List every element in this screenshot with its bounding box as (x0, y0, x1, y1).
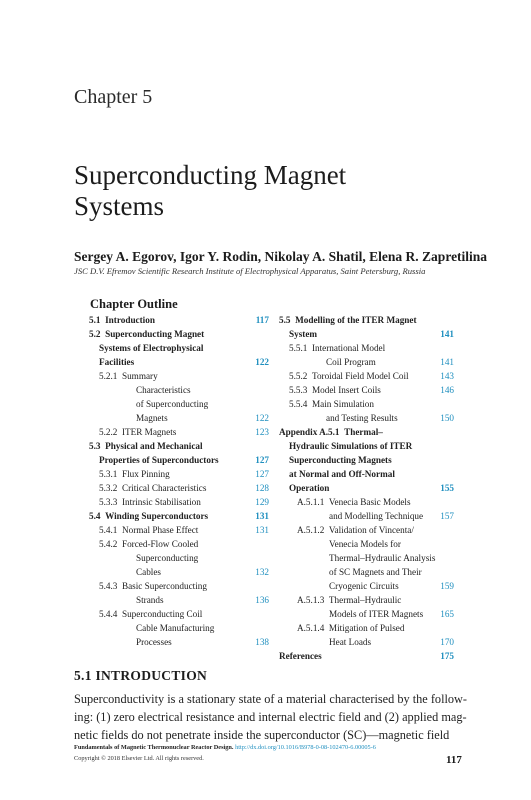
toc-page-number[interactable]: 155 (440, 483, 454, 493)
section-heading: 5.1 INTRODUCTION (74, 668, 208, 683)
chapter-title-line: Superconducting Magnet (74, 160, 347, 190)
toc-entry-title (89, 355, 269, 369)
toc-entry-text: Venecia Models for (329, 539, 401, 549)
toc-entry-title (89, 383, 269, 397)
toc-entry[interactable] (89, 607, 269, 649)
toc-entry-number: 5.3.1 (99, 469, 118, 479)
toc-entry-text: International Model (311, 343, 386, 353)
toc-entry-text: Physical and Mechanical (105, 441, 203, 451)
toc-entry-number: 5.3.3 (99, 497, 118, 507)
toc-entry-title (279, 537, 454, 551)
toc-entry[interactable] (279, 341, 454, 369)
toc-entry-text: Thermal– (344, 427, 383, 437)
toc-entry-text: Cable Manufacturing (136, 623, 215, 633)
toc-entry[interactable] (89, 313, 269, 327)
toc-entry-title (279, 467, 454, 481)
toc-entry[interactable] (89, 369, 269, 425)
toc-entry-text: Forced-Flow Cooled (121, 539, 199, 549)
toc-page-number[interactable]: 165 (440, 609, 454, 619)
toc-entry-number: A.5.1.2 (297, 525, 325, 535)
toc-entry-text: Flux Pinning (121, 469, 170, 479)
toc-entry-title (89, 621, 269, 635)
toc-entry-text: Systems of Electrophysical (99, 343, 204, 353)
toc-entry-text: Properties of Superconductors (99, 455, 219, 465)
chapter-title (74, 160, 346, 222)
toc-entry[interactable] (89, 481, 269, 495)
body-paragraph (74, 690, 466, 744)
toc-entry-text: Magnets (136, 413, 168, 423)
toc-page-number[interactable]: 117 (255, 315, 269, 325)
toc-entry-number: 5.2 (89, 329, 101, 339)
toc-entry-title (279, 383, 454, 397)
toc-entry-text: Superconducting Magnets (289, 455, 392, 465)
toc-entry-text: Toroidal Field Model Coil (311, 371, 409, 381)
toc-entry-number: 5.4 (89, 511, 101, 521)
toc-entry-title (89, 509, 269, 523)
toc-entry[interactable] (279, 425, 454, 495)
toc-entry-title (89, 565, 269, 579)
toc-entry[interactable] (89, 467, 269, 481)
toc-entry-text: of Superconducting (136, 399, 209, 409)
toc-entry-title (279, 495, 454, 509)
toc-entry-number: 5.5.4 (289, 399, 308, 409)
toc-entry-text: Superconducting Coil (121, 609, 203, 619)
toc-entry-number: 5.5 (279, 315, 291, 325)
toc-entry[interactable] (279, 369, 454, 383)
toc-entry[interactable] (89, 537, 269, 579)
toc-page-number[interactable]: 127 (255, 455, 269, 465)
authors: Sergey A. Egorov, Igor Y. Rodin, Nikolay A. Shatil, Elena R. Zapretilina (74, 249, 488, 264)
toc-entry-text: Operation (289, 483, 330, 493)
toc-page-number[interactable]: 131 (255, 525, 269, 535)
toc-entry-title (89, 579, 269, 593)
toc-entry-text: ITER Magnets (121, 427, 177, 437)
toc-entry-text: and Testing Results (326, 413, 398, 423)
toc-entry-number: 5.3.2 (99, 483, 118, 493)
chapter-title-line: Systems (74, 191, 165, 221)
toc-entry-title (279, 523, 454, 537)
toc-entry[interactable] (279, 495, 454, 523)
toc-entry-title (279, 565, 454, 579)
toc-entry-title (279, 593, 454, 607)
toc-entry-text: Main Simulation (311, 399, 374, 409)
toc-entry[interactable] (279, 313, 454, 341)
toc-entry[interactable] (89, 579, 269, 607)
toc-entry-number: 5.4.3 (99, 581, 118, 591)
toc-entry-title (89, 593, 269, 607)
toc-entry-number: 5.2.2 (99, 427, 118, 437)
toc-entry-title (279, 341, 454, 355)
toc-page-number[interactable]: 127 (255, 469, 269, 479)
toc-entry-number: 5.4.1 (99, 525, 118, 535)
toc-entry-title (89, 481, 269, 495)
toc-entry-title (279, 439, 454, 453)
toc-entry-title (279, 551, 454, 565)
toc-entry[interactable] (89, 439, 269, 467)
toc-entry-number: A.5.1.4 (297, 623, 325, 633)
footer-citation (74, 744, 376, 751)
toc-entry-title (279, 649, 454, 663)
toc-page-number[interactable]: 146 (440, 385, 454, 395)
toc-entry[interactable] (279, 383, 454, 397)
toc-page-number[interactable]: 170 (440, 637, 454, 647)
toc-entry-title (89, 397, 269, 411)
toc-entry-title (89, 453, 269, 467)
toc-page-number[interactable]: 150 (440, 413, 454, 423)
toc-entry-text: Models of ITER Magnets (329, 609, 424, 619)
toc-entry-text: Thermal–Hydraulic Analysis (329, 553, 436, 563)
toc-entry[interactable] (279, 649, 454, 663)
toc-entry-number: 5.2.1 (99, 371, 118, 381)
toc-entry-text: System (289, 329, 318, 339)
toc-entry-title (279, 313, 454, 327)
toc-entry[interactable] (279, 397, 454, 425)
toc-entry[interactable] (89, 495, 269, 509)
toc-entry-title (279, 397, 454, 411)
chapter-outline-heading: Chapter Outline (90, 297, 178, 311)
toc-entry-number: 5.5.2 (289, 371, 308, 381)
body-line: ing: (1) zero electrical resistance and internal electric field and (2) applied mag- (74, 710, 467, 724)
toc-page-number[interactable]: 143 (440, 371, 454, 381)
toc-entry-text: Validation of Vincenta/ (328, 525, 414, 535)
toc-entry[interactable] (89, 523, 269, 537)
toc-entry-text: Basic Superconducting (121, 581, 207, 591)
toc-entry-text: Critical Characteristics (121, 483, 207, 493)
footer-copyright: Copyright © 2018 Elsevier Ltd. All rights reserved. (74, 755, 204, 762)
toc-entry-number: A.5.1.1 (297, 497, 325, 507)
toc-entry-title (279, 509, 454, 523)
toc-page-number[interactable]: 141 (440, 329, 454, 339)
footer-book-title: Fundamentals of Magnetic Thermonuclear Reactor Design. (74, 744, 234, 751)
toc-entry-text: at Normal and Off-Normal (289, 469, 395, 479)
toc-entry-text: Summary (121, 371, 158, 381)
toc-entry-text: Superconducting (136, 553, 199, 563)
toc-entry[interactable] (89, 509, 269, 523)
toc-entry-number: Appendix A.5.1 (279, 427, 340, 437)
toc-right-column (279, 313, 454, 663)
toc-entry-title (89, 523, 269, 537)
toc-entry-title (279, 411, 454, 425)
page-number: 117 (446, 754, 462, 766)
toc-page-number[interactable]: 136 (255, 595, 269, 605)
toc-entry-number: 5.3 (89, 441, 101, 451)
toc-entry-title (89, 341, 269, 355)
toc-entry-title (89, 369, 269, 383)
toc-entry-title (279, 579, 454, 593)
toc-entry-title (89, 635, 269, 649)
toc-entry-title (89, 425, 269, 439)
toc-entry-text: Normal Phase Effect (121, 525, 199, 535)
toc-page-number[interactable]: 141 (440, 357, 454, 367)
toc-entry-text: Hydraulic Simulations of ITER (289, 441, 413, 451)
toc-entry[interactable] (279, 593, 454, 621)
toc-left-column (89, 313, 269, 649)
toc-entry-title (89, 327, 269, 341)
toc-page-number[interactable]: 138 (255, 637, 269, 647)
toc-entry-number: 5.5.3 (289, 385, 308, 395)
toc-entry-title (89, 467, 269, 481)
toc-entry-title (279, 481, 454, 495)
toc-page-number[interactable]: 175 (440, 651, 454, 661)
toc-entry-text: Mitigation of Pulsed (328, 623, 405, 633)
toc-entry-title (89, 439, 269, 453)
toc-entry-text: Cryogenic Circuits (329, 581, 399, 591)
toc-entry-title (279, 327, 454, 341)
toc-entry-text: Facilities (99, 357, 135, 367)
toc-entry[interactable] (279, 621, 454, 649)
toc-entry-text: Characteristics (136, 385, 191, 395)
toc-entry-text: Venecia Basic Models (328, 497, 411, 507)
body-line: Superconductivity is a stationary state of a material characterised by the follow- (74, 692, 468, 706)
affiliation: JSC D.V. Efremov Scientific Research Institute of Electrophysical Apparatus, Saint Petersburg, Russia (74, 266, 426, 276)
toc-entry[interactable] (89, 425, 269, 439)
toc-page-number[interactable]: 122 (255, 357, 269, 367)
toc-entry-title (89, 411, 269, 425)
toc-entry[interactable] (89, 327, 269, 369)
toc-entry-number: 5.4.2 (99, 539, 118, 549)
toc-entry-text: Strands (136, 595, 164, 605)
toc-entry-text: of SC Magnets and Their (329, 567, 422, 577)
chapter-label: Chapter 5 (74, 86, 153, 108)
toc-entry-title (89, 537, 269, 551)
toc-entry-title (279, 355, 454, 369)
toc-entry-title (279, 635, 454, 649)
toc-page-number[interactable]: 157 (440, 511, 454, 521)
toc-page-number[interactable]: 159 (440, 581, 454, 591)
toc-entry-text: and Modelling Technique (329, 511, 424, 521)
toc-entry-number: 5.1 (89, 315, 101, 325)
toc-entry-text: Superconducting Magnet (105, 329, 205, 339)
toc-page-number[interactable]: 132 (255, 567, 269, 577)
toc-entry-text: References (279, 651, 322, 661)
toc-entry-title (279, 607, 454, 621)
toc-entry-title (279, 369, 454, 383)
toc-entry-text: Winding Superconductors (105, 511, 209, 521)
footer-doi-link[interactable]: http://dx.doi.org/10.1016/B978-0-08-102470-6.00005-6 (235, 744, 376, 751)
toc-entry-title (279, 621, 454, 635)
toc-entry-text: Modelling of the ITER Magnet (295, 315, 417, 325)
toc-page-number[interactable]: 128 (255, 483, 269, 493)
toc-entry-text: Thermal–Hydraulic (328, 595, 402, 605)
toc-entry-text: Processes (136, 637, 172, 647)
toc-page-number[interactable]: 122 (255, 413, 269, 423)
toc-entry-text: Model Insert Coils (311, 385, 381, 395)
toc-page-number[interactable]: 129 (255, 497, 269, 507)
toc-entry-title (89, 607, 269, 621)
toc-entry-number: 5.5.1 (289, 343, 308, 353)
toc-entry[interactable] (279, 523, 454, 593)
toc-entry-title (89, 551, 269, 565)
toc-entry-title (279, 425, 454, 439)
toc-page-number[interactable]: 123 (255, 427, 269, 437)
toc-entry-text: Coil Program (326, 357, 376, 367)
toc-entry-text: Introduction (105, 315, 155, 325)
toc-entry-title (89, 495, 269, 509)
toc-entry-title (279, 453, 454, 467)
toc-entry-title (89, 313, 269, 327)
toc-entry-text: Cables (136, 567, 162, 577)
toc-entry-number: A.5.1.3 (297, 595, 325, 605)
toc-page-number[interactable]: 131 (255, 511, 269, 521)
toc-entry-text: Heat Loads (329, 637, 372, 647)
toc-entry-text: Intrinsic Stabilisation (121, 497, 201, 507)
toc-entry-number: 5.4.4 (99, 609, 118, 619)
body-line: netic fields do not penetrate inside the superconductor (SC)—magnetic field (74, 728, 450, 742)
